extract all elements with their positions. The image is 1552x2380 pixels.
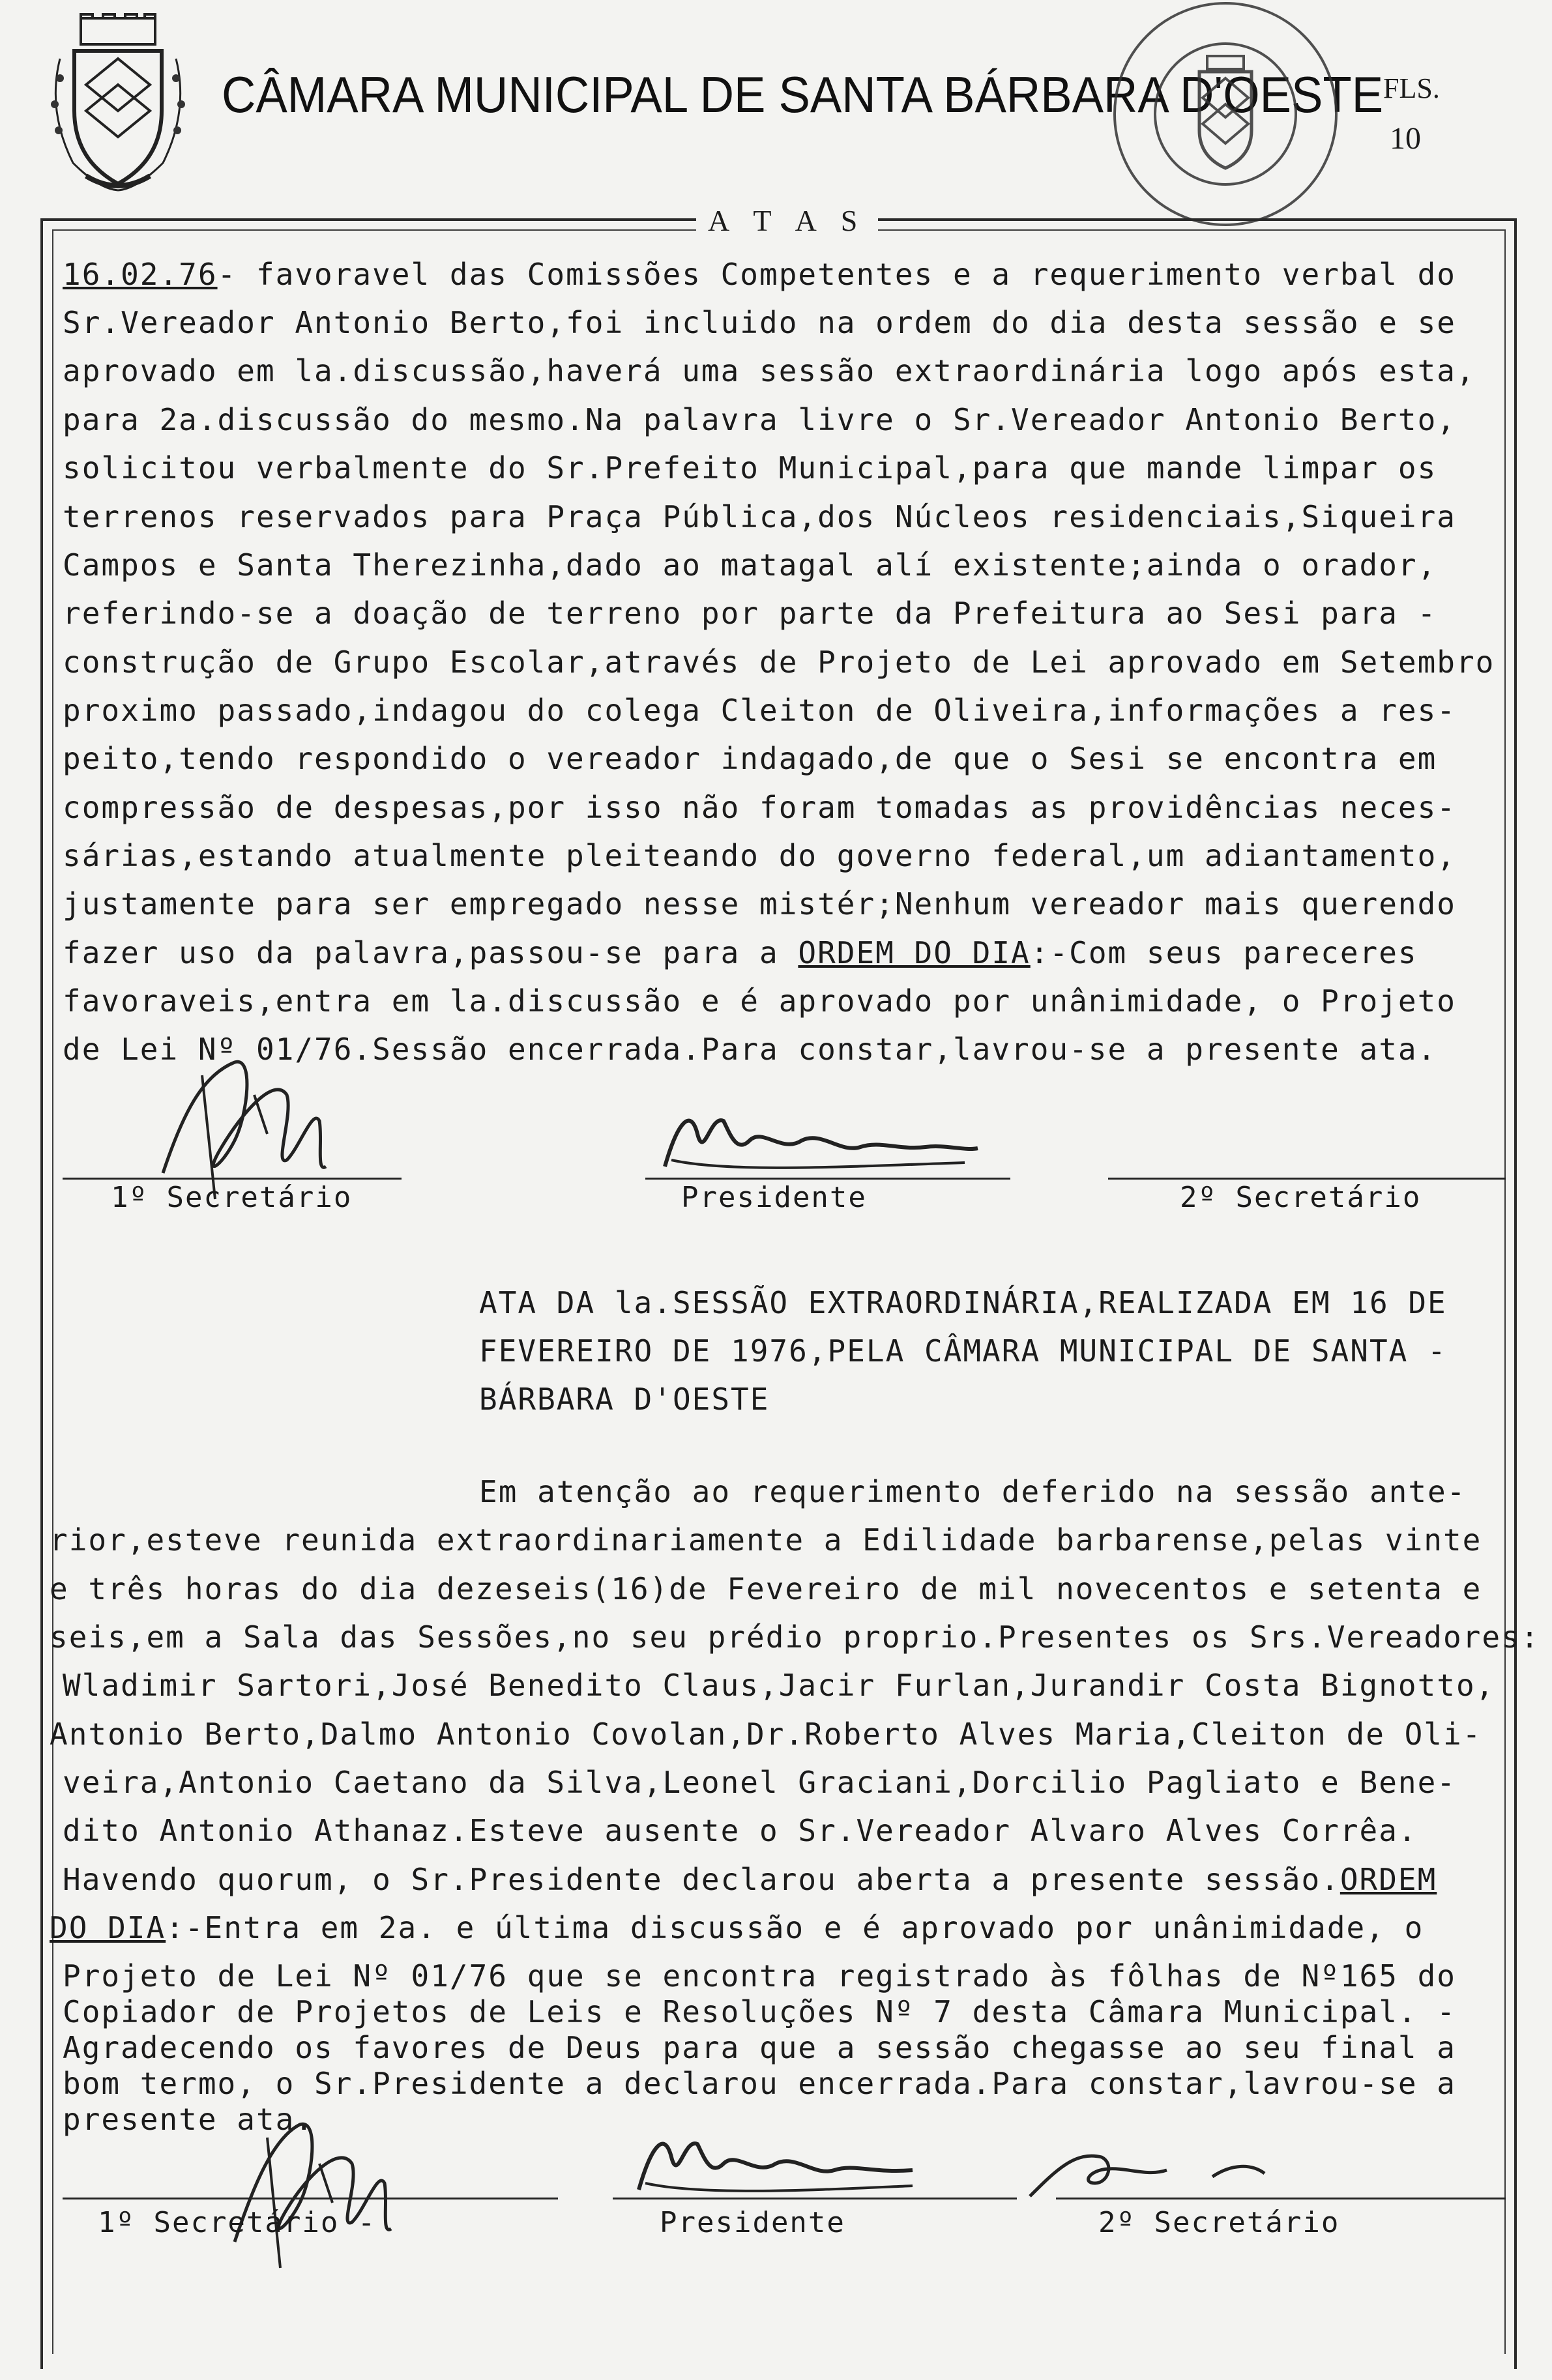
president-signature xyxy=(652,1095,991,1186)
minutes-2-heading: ATA DA la.SESSÃO EXTRAORDINÁRIA,REALIZADA EM 16 DE xyxy=(479,1285,1447,1320)
minutes-2-line: seis,em a Sala das Sessões,no seu prédio proprio.Presentes os Srs.Vereadores: xyxy=(50,1619,1540,1655)
minutes-2-line: bom termo, o Sr.Presidente a declarou encerrada.Para constar,lavrou-se a xyxy=(63,2066,1456,2101)
president-signature xyxy=(626,2118,926,2203)
signature-line xyxy=(645,1178,1010,1180)
minutes-1-line: compressão de despesas,por isso não foram tomadas as providências neces- xyxy=(63,790,1456,825)
minutes-1-line: terrenos reservados para Praça Pública,dos Núcleos residenciais,Siqueira xyxy=(63,499,1456,534)
secretary-1-label: 1º Secretário xyxy=(111,1181,353,1214)
minutes-date: 16.02.76 xyxy=(63,257,218,292)
minutes-2-line: dito Antonio Athanaz.Esteve ausente o Sr.Vereador Alvaro Alves Corrêa. xyxy=(63,1813,1418,1848)
minutes-2-line: e três horas do dia dezeseis(16)de Fevereiro de mil novecentos e setenta e xyxy=(50,1571,1482,1606)
signature-line xyxy=(613,2198,1017,2199)
minutes-2-line: presente ata. xyxy=(63,2102,315,2137)
minutes-2-heading: BÁRBARA D'OESTE xyxy=(479,1382,770,1417)
minutes-2-line: DO DIA:-Entra em 2a. e última discussão e é aprovado por unânimidade, o xyxy=(50,1910,1424,1945)
minutes-2-line: veira,Antonio Caetano da Silva,Leonel Graciani,Dorcilio Pagliato e Bene- xyxy=(63,1765,1456,1800)
minutes-2-line: rior,esteve reunida extraordinariamente a Edilidade barbarense,pelas vinte xyxy=(50,1522,1482,1558)
minutes-1-line: solicitou verbalmente do Sr.Prefeito Municipal,para que mande limpar os xyxy=(63,450,1437,486)
signature-line xyxy=(63,1178,402,1180)
minutes-1-line: de Lei Nº 01/76.Sessão encerrada.Para constar,lavrou-se a presente ata. xyxy=(63,1032,1437,1067)
municipal-crest-icon xyxy=(40,13,196,196)
minutes-1-line: justamente para ser empregado nesse mistér;Nenhum vereador mais querendo xyxy=(63,886,1456,922)
minutes-1-line: referindo-se a doação de terreno por parte da Prefeitura ao Sesi para - xyxy=(63,596,1437,631)
folio-number: 10 xyxy=(1390,121,1421,156)
ordem-do-dia-heading: ORDEM DO DIA xyxy=(798,935,1031,970)
secretary-2-label: 2º Secretário xyxy=(1180,1181,1422,1214)
minutes-2-line: Projeto de Lei Nº 01/76 que se encontra registrado às fôlhas de Nº165 do xyxy=(63,1958,1456,1994)
chamber-name: CÂMARA MUNICIPAL DE SANTA BÁRBARA D'OESTE xyxy=(222,66,1384,123)
president-label: Presidente xyxy=(660,2206,845,2239)
minutes-1-line: para 2a.discussão do mesmo.Na palavra livre o Sr.Vereador Antonio Berto, xyxy=(63,402,1456,437)
president-label: Presidente xyxy=(681,1181,867,1214)
minutes-2-line: Antonio Berto,Dalmo Antonio Covolan,Dr.Roberto Alves Maria,Cleiton de Oli- xyxy=(50,1717,1482,1752)
minutes-2-heading: FEVEREIRO DE 1976,PELA CÂMARA MUNICIPAL DE SANTA - xyxy=(479,1333,1447,1369)
minutes-2-line: Agradecendo os favores de Deus para que a sessão chegasse ao seu final a xyxy=(63,2030,1456,2065)
ordem-do-dia-heading: ORDEM xyxy=(1340,1862,1437,1897)
signature-line xyxy=(1056,2198,1506,2199)
minutes-1-line: sárias,estando atualmente pleiteando do governo federal,um adiantamento, xyxy=(63,838,1456,873)
section-title: A T A S xyxy=(696,203,878,238)
minutes-1-line: Campos e Santa Therezinha,dado ao matagal alí existente;ainda o orador, xyxy=(63,547,1437,583)
ordem-do-dia-heading: DO DIA xyxy=(50,1910,166,1945)
minutes-2-line: Copiador de Projetos de Leis e Resoluções Nº 7 desta Câmara Municipal. - xyxy=(63,1994,1456,2029)
minutes-1-line: aprovado em la.discussão,haverá uma sessão extraordinária logo após esta, xyxy=(63,353,1476,388)
signature-line xyxy=(63,2198,558,2199)
signature-line xyxy=(1108,1178,1506,1180)
folio-label: FLS. xyxy=(1383,72,1440,104)
minutes-2-line: Em atenção ao requerimento deferido na sessão ante- xyxy=(479,1474,1467,1509)
minutes-1-line: peito,tendo respondido o vereador indagado,de que o Sesi se encontra em xyxy=(63,741,1437,776)
minutes-1-line: proximo passado,indagou do colega Cleiton de Oliveira,informações a res- xyxy=(63,693,1456,728)
secretary-1-signature xyxy=(196,2098,456,2274)
minutes-1-line: fazer uso da palavra,passou-se para a ORDEM DO DIA:-Com seus pareceres xyxy=(63,935,1418,970)
secretary-1-label: 1º Secretário - xyxy=(98,2206,377,2239)
minutes-2-line: Havendo quorum, o Sr.Presidente declarou aberta a presente sessão.ORDEM xyxy=(63,1862,1437,1897)
minutes-1-line: construção de Grupo Escolar,através de Projeto de Lei aprovado em Setembro xyxy=(63,645,1495,680)
minutes-2-line: Wladimir Sartori,José Benedito Claus,Jacir Furlan,Jurandir Costa Bignotto, xyxy=(63,1668,1495,1703)
secretary-2-label: 2º Secretário xyxy=(1098,2206,1340,2239)
minutes-1-line: 16.02.76- favoravel das Comissões Competentes e a requerimento verbal do xyxy=(63,257,1456,292)
minutes-1-line: Sr.Vereador Antonio Berto,foi incluido na ordem do dia desta sessão e se xyxy=(63,305,1456,340)
minutes-1-line: favoraveis,entra em la.discussão e é aprovado por unânimidade, o Projeto xyxy=(63,983,1456,1019)
